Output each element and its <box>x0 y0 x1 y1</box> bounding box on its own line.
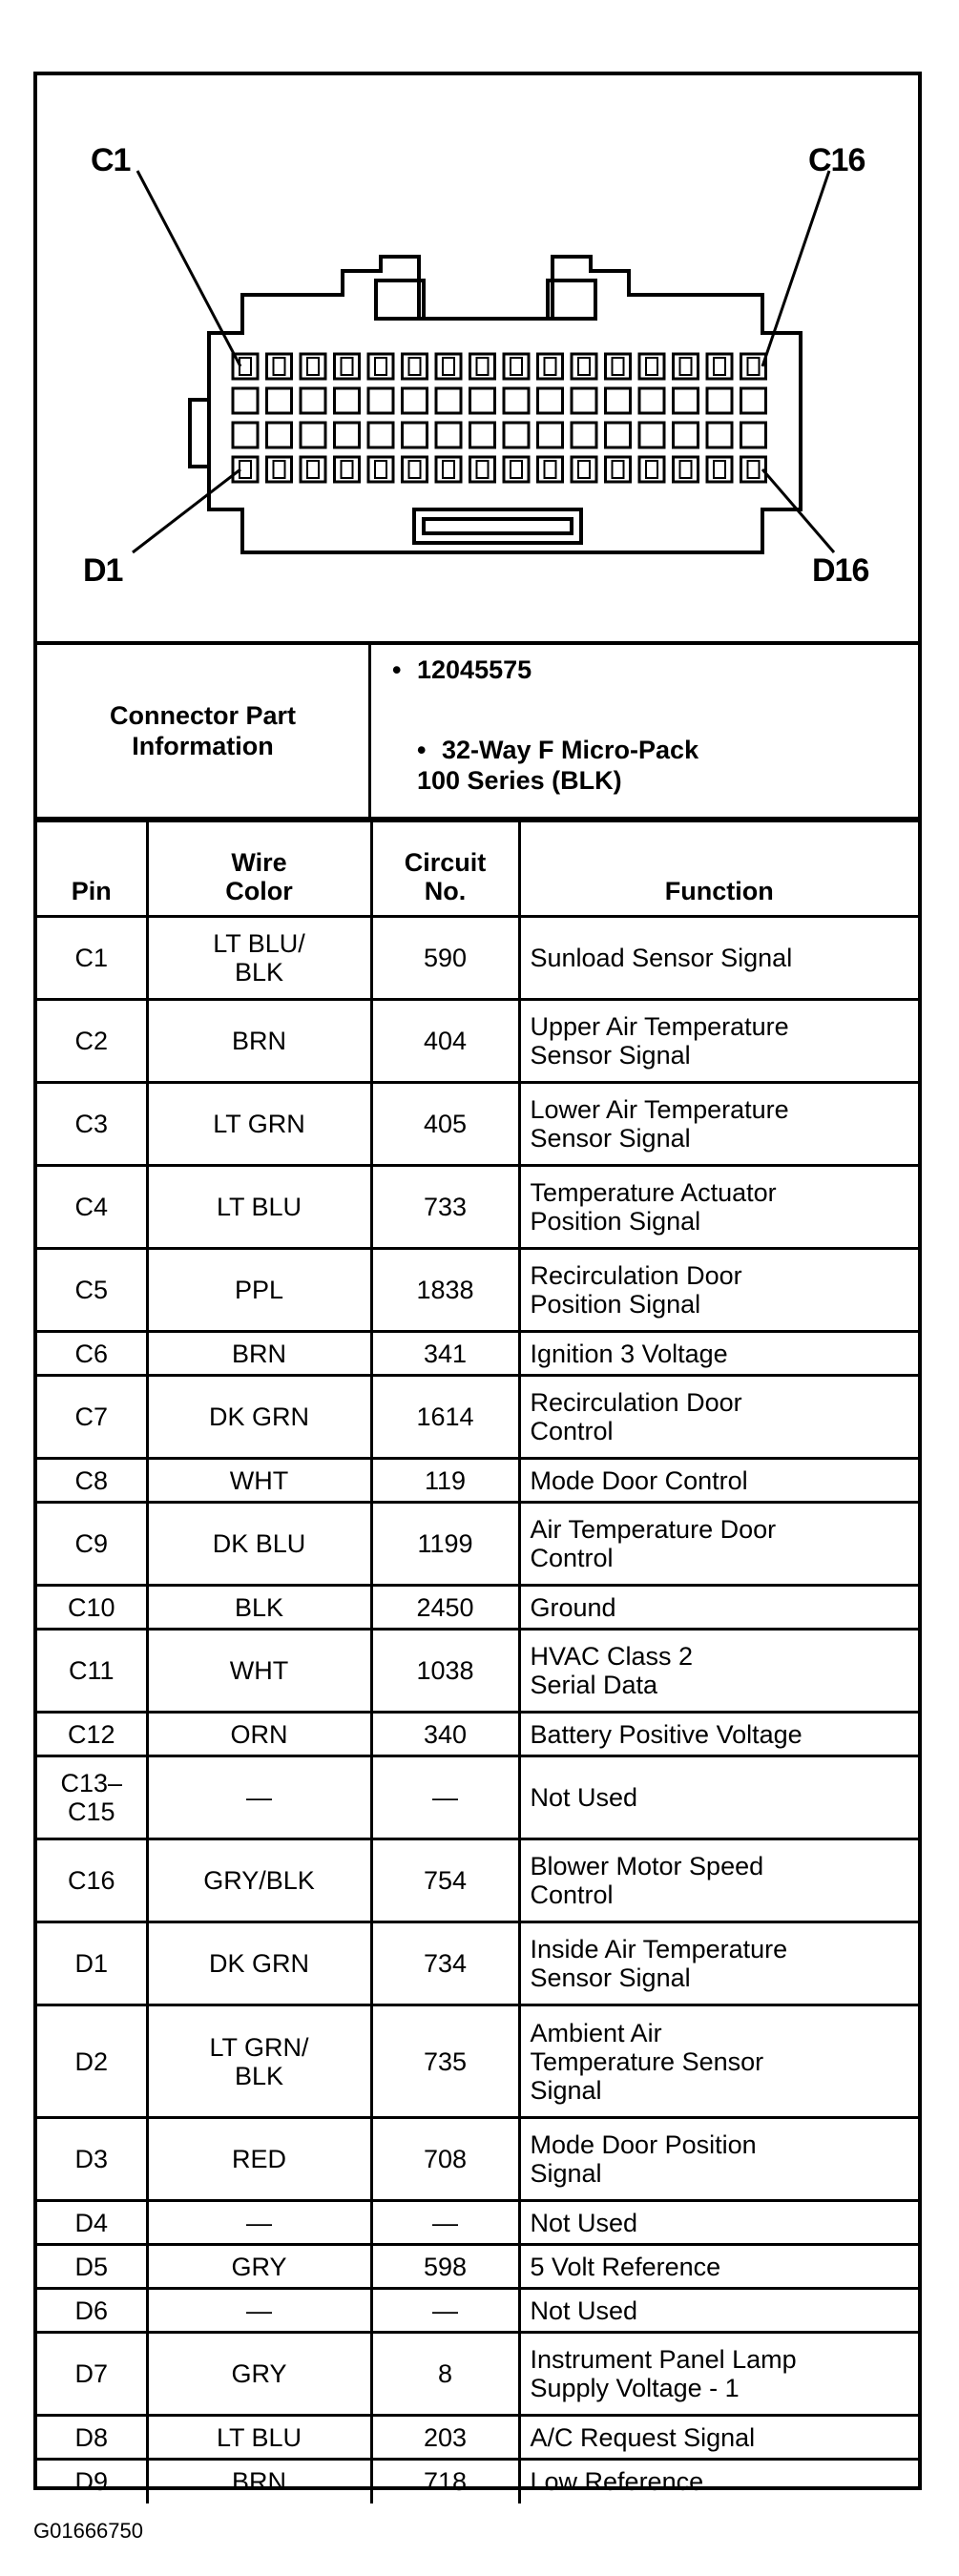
pin-cell: C16 <box>37 1839 147 1922</box>
function-cell: Sunload Sensor Signal <box>519 917 918 1000</box>
function-cell: Battery Positive Voltage <box>519 1713 918 1756</box>
wire-color-cell: BLK <box>147 1586 371 1630</box>
wire-color-cell: DK BLU <box>147 1503 371 1586</box>
part-number-line <box>392 654 532 685</box>
pin-cell: C7 <box>37 1376 147 1459</box>
function-cell: HVAC Class 2 Serial Data <box>519 1630 918 1713</box>
table-row <box>37 2333 918 2416</box>
table-row <box>37 2416 918 2460</box>
wire-color-cell: LT GRN <box>147 1083 371 1166</box>
table-header-row <box>37 821 918 917</box>
pin-cell: D5 <box>37 2245 147 2289</box>
bullet-icon: • <box>417 736 427 764</box>
pin-cell: D1 <box>37 1922 147 2005</box>
circuit-cell: 598 <box>371 2245 519 2289</box>
circuit-cell: 1614 <box>371 1376 519 1459</box>
function-cell: Not Used <box>519 2289 918 2333</box>
function-cell: Upper Air Temperature Sensor Signal <box>519 1000 918 1083</box>
circuit-cell: 735 <box>371 2005 519 2118</box>
table-row <box>37 1459 918 1503</box>
circuit-cell: 203 <box>371 2416 519 2460</box>
table-row <box>37 1249 918 1332</box>
label-d1: D1 <box>83 552 123 589</box>
header-circuit-no: Circuit No. <box>371 821 519 917</box>
connector-part-info <box>37 645 918 820</box>
function-cell: Low Reference <box>519 2460 918 2503</box>
circuit-cell: 590 <box>371 917 519 1000</box>
wire-color-cell: WHT <box>147 1630 371 1713</box>
table-row <box>37 1839 918 1922</box>
wire-color-cell: RED <box>147 2118 371 2201</box>
function-cell: Recirculation Door Control <box>519 1376 918 1459</box>
pin-cell: C4 <box>37 1166 147 1249</box>
table-row <box>37 1083 918 1166</box>
circuit-cell: 2450 <box>371 1586 519 1630</box>
function-cell: Recirculation Door Position Signal <box>519 1249 918 1332</box>
label-c16: C16 <box>808 142 865 178</box>
circuit-cell: 718 <box>371 2460 519 2503</box>
function-cell: Ignition 3 Voltage <box>519 1332 918 1376</box>
circuit-cell: 708 <box>371 2118 519 2201</box>
function-cell: Ambient Air Temperature Sensor Signal <box>519 2005 918 2118</box>
header-function: Function <box>519 821 918 917</box>
table-row <box>37 2118 918 2201</box>
pin-cell: C12 <box>37 1713 147 1756</box>
pin-cell: D9 <box>37 2460 147 2503</box>
circuit-cell: 754 <box>371 1839 519 1922</box>
pin-cell: C13– C15 <box>37 1756 147 1839</box>
circuit-cell: 733 <box>371 1166 519 1249</box>
function-cell: Mode Door Position Signal <box>519 2118 918 2201</box>
table-row <box>37 2460 918 2503</box>
circuit-cell: 405 <box>371 1083 519 1166</box>
circuit-cell: 1038 <box>371 1630 519 1713</box>
pin-cell: D3 <box>37 2118 147 2201</box>
function-cell: Instrument Panel Lamp Supply Voltage - 1 <box>519 2333 918 2416</box>
connector-sheet <box>33 72 922 2497</box>
wire-color-cell: ORN <box>147 1713 371 1756</box>
table-row <box>37 2245 918 2289</box>
header-wire-color: Wire Color <box>147 821 371 917</box>
connector-diagram <box>37 75 918 645</box>
table-row <box>37 2201 918 2245</box>
connector-drawing <box>37 75 918 641</box>
wire-color-cell: LT BLU <box>147 2416 371 2460</box>
circuit-cell: — <box>371 1756 519 1839</box>
wire-color-cell: PPL <box>147 1249 371 1332</box>
wire-color-cell: LT BLU <box>147 1166 371 1249</box>
circuit-cell: 341 <box>371 1332 519 1376</box>
wire-color-cell: BRN <box>147 1000 371 1083</box>
circuit-cell: 1838 <box>371 1249 519 1332</box>
function-cell: Blower Motor Speed Control <box>519 1839 918 1922</box>
wire-color-cell: BRN <box>147 2460 371 2503</box>
wire-color-cell: — <box>147 2201 371 2245</box>
function-cell: Inside Air Temperature Sensor Signal <box>519 1922 918 2005</box>
pinout-table <box>37 820 918 2503</box>
wire-color-cell: LT GRN/ BLK <box>147 2005 371 2118</box>
table-row <box>37 1376 918 1459</box>
pin-cell: D8 <box>37 2416 147 2460</box>
table-row <box>37 2005 918 2118</box>
function-cell: Lower Air Temperature Sensor Signal <box>519 1083 918 1166</box>
pin-cell: C9 <box>37 1503 147 1586</box>
pin-cell: C8 <box>37 1459 147 1503</box>
function-cell: A/C Request Signal <box>519 2416 918 2460</box>
function-cell: Mode Door Control <box>519 1459 918 1503</box>
table-row <box>37 917 918 1000</box>
circuit-cell: 119 <box>371 1459 519 1503</box>
table-row <box>37 1166 918 1249</box>
pin-cell: D7 <box>37 2333 147 2416</box>
info-heading-text: Connector Part Information <box>109 701 297 760</box>
table-row <box>37 1000 918 1083</box>
part-number: 12045575 <box>417 655 532 684</box>
wire-color-cell: GRY <box>147 2245 371 2289</box>
circuit-cell: 8 <box>371 2333 519 2416</box>
table-row <box>37 1630 918 1713</box>
wire-color-cell: GRY <box>147 2333 371 2416</box>
table-row <box>37 1503 918 1586</box>
function-cell: Ground <box>519 1586 918 1630</box>
pin-cell: C5 <box>37 1249 147 1332</box>
table-row <box>37 1586 918 1630</box>
pin-cell: C1 <box>37 917 147 1000</box>
info-heading <box>37 645 371 817</box>
circuit-cell: 404 <box>371 1000 519 1083</box>
wire-color-cell: — <box>147 2289 371 2333</box>
function-cell: Not Used <box>519 2201 918 2245</box>
wire-color-cell: DK GRN <box>147 1922 371 2005</box>
label-d16: D16 <box>812 552 869 589</box>
wire-color-cell: WHT <box>147 1459 371 1503</box>
table-row <box>37 1713 918 1756</box>
wire-color-cell: DK GRN <box>147 1376 371 1459</box>
wire-color-cell: BRN <box>147 1332 371 1376</box>
function-cell: Temperature Actuator Position Signal <box>519 1166 918 1249</box>
wire-color-cell: LT BLU/ BLK <box>147 917 371 1000</box>
table-row <box>37 1332 918 1376</box>
circuit-cell: — <box>371 2201 519 2245</box>
function-cell: 5 Volt Reference <box>519 2245 918 2289</box>
table-row <box>37 1922 918 2005</box>
label-c1: C1 <box>91 142 131 178</box>
wire-color-cell: GRY/BLK <box>147 1839 371 1922</box>
circuit-cell: 1199 <box>371 1503 519 1586</box>
pin-cell: C10 <box>37 1586 147 1630</box>
circuit-cell: — <box>371 2289 519 2333</box>
table-row <box>37 1756 918 1839</box>
function-cell: Not Used <box>519 1756 918 1839</box>
pin-cell: D6 <box>37 2289 147 2333</box>
wire-color-cell: — <box>147 1756 371 1839</box>
circuit-cell: 340 <box>371 1713 519 1756</box>
pin-cell: C3 <box>37 1083 147 1166</box>
header-pin: Pin <box>37 821 147 917</box>
function-cell: Air Temperature Door Control <box>519 1503 918 1586</box>
figure-id: G01666750 <box>33 2519 143 2543</box>
pin-cell: D4 <box>37 2201 147 2245</box>
bullet-icon: • <box>392 655 402 684</box>
info-details <box>371 645 918 817</box>
connector-description: 32-Way F Micro-Pack 100 Series (BLK) <box>417 736 699 795</box>
pin-cell: C11 <box>37 1630 147 1713</box>
pin-cell: C6 <box>37 1332 147 1376</box>
table-row <box>37 2289 918 2333</box>
circuit-cell: 734 <box>371 1922 519 2005</box>
pinout-rows <box>37 917 918 2503</box>
description-line <box>392 704 698 796</box>
pin-cell: C2 <box>37 1000 147 1083</box>
pin-cell: D2 <box>37 2005 147 2118</box>
